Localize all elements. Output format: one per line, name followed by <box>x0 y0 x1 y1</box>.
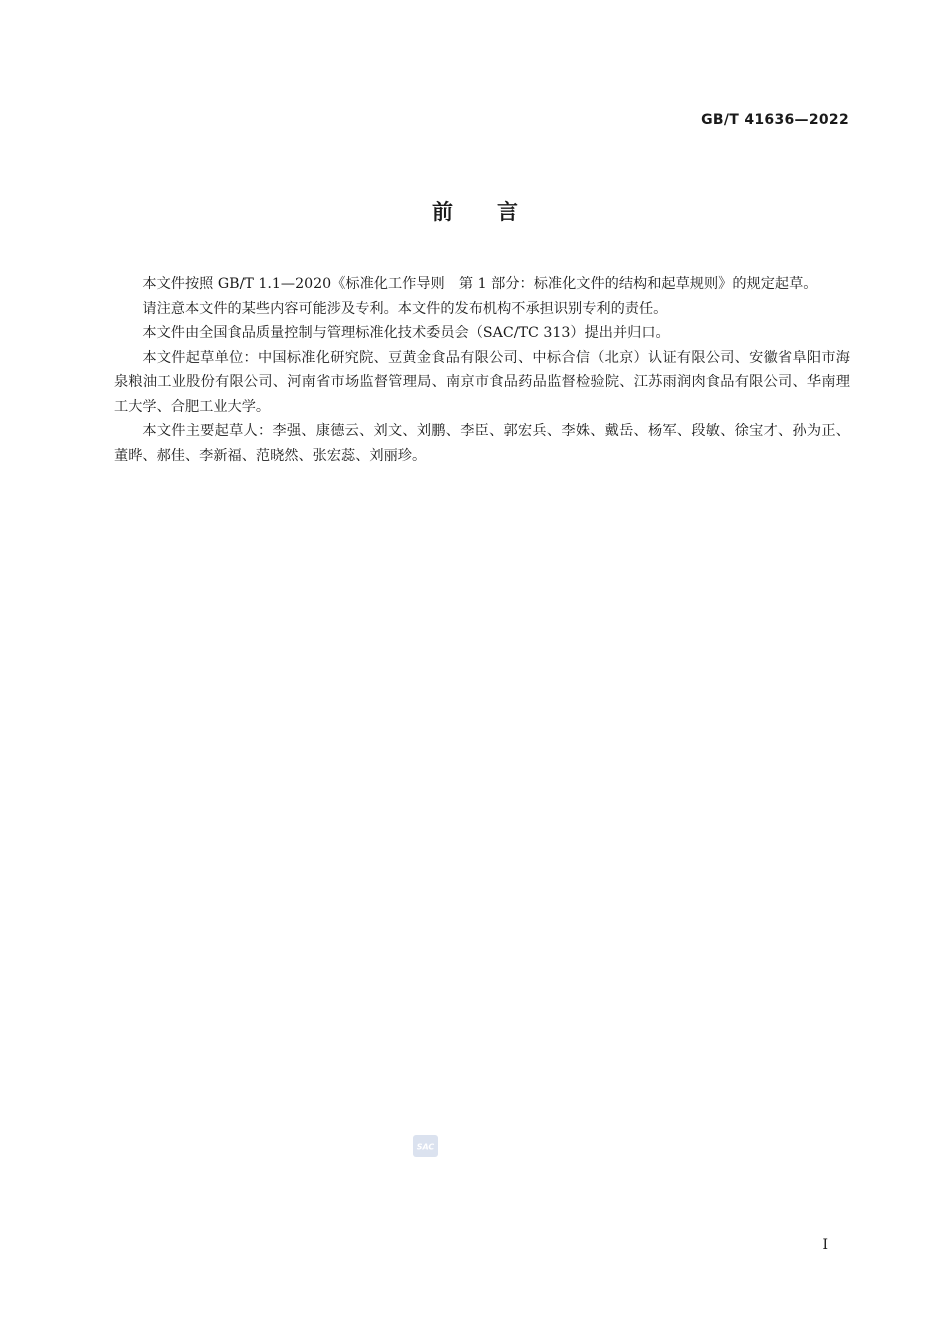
paragraph-drafting-units: 本文件起草单位：中国标准化研究院、豆黄金食品有限公司、中标合信（北京）认证有限公司、安徽省阜阳市海泉粮油工业股份有限公司、河南省市场监督管理局、南京市食品药品监督检验院、江苏雨润肉食品有限公司、华南理工大学、合肥工业大学。 <box>114 349 850 415</box>
title-char-2: 言 <box>497 200 518 224</box>
page-number: I <box>822 1237 828 1253</box>
page-title <box>0 196 950 226</box>
title-char-1: 前 <box>432 200 453 224</box>
sac-watermark-logo <box>413 1135 438 1157</box>
paragraph-drafting-rules: 本文件按照 GB/T 1.1—2020《标准化工作导则 第 1 部分：标准化文件的结构和起草规则》的规定起草。 <box>142 276 818 292</box>
sac-logo-icon <box>413 1135 438 1157</box>
paragraph-committee: 本文件由全国食品质量控制与管理标准化技术委员会（SAC/TC 313）提出并归口。 <box>142 325 670 341</box>
standard-number: GB/T 41636—2022 <box>701 112 849 128</box>
foreword-body <box>114 272 850 468</box>
paragraph-drafters: 本文件主要起草人：李强、康德云、刘文、刘鹏、李臣、郭宏兵、李姝、戴岳、杨军、段敏、徐宝才、孙为正、董晔、郝佳、李新福、范晓然、张宏蕊、刘丽珍。 <box>114 423 850 464</box>
paragraph-patent-notice: 请注意本文件的某些内容可能涉及专利。本文件的发布机构不承担识别专利的责任。 <box>142 300 668 317</box>
svg-text:SAC: SAC <box>416 1142 435 1152</box>
